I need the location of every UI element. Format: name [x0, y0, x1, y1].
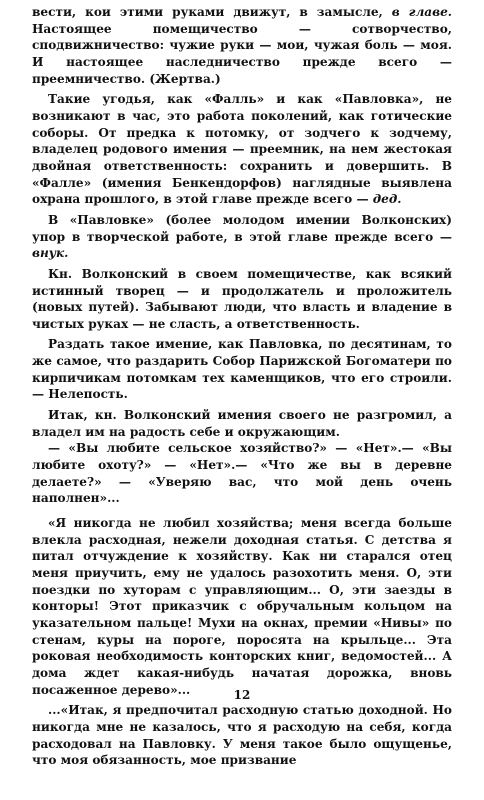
paragraph-5 [32, 336, 452, 403]
paragraph-8 [32, 515, 452, 698]
text-span: В «Павловке» (более молодом имении Волконских) упор в творческой работе, в этой главе прежде всего — [32, 212, 452, 244]
emphasis-text: внук. [32, 246, 69, 261]
text-span: вести, кои этими руками движут, в замысле, [32, 5, 392, 19]
text-span: ...«Итак, я предпочитал расходную статью доходной. Но никогда мне не казалось, что я расходую на себя, когда расходовал на Павловку. У меня такое было ощущенье, что моя обязанность, мое призвание [32, 703, 452, 768]
text-span: «Я никогда не любил хозяйства; меня всегда больше влекла расходная, нежели доходная статья. С детства я питал отчуждение к хозяйству. Как ни старался отец меня приучить, ему не удалось разохотить меня. О, эти поездки по хуторам с управляющим... О, эти заезды в конторы! Этот приказчик с обручальным кольцом на указательном пальце! Мухи на окнах, премии «Нивы» по стенам, куры на пороге, поросята на крыльце... Эта роковая необходимость конторских книг, ведомостей... А дома ждет какая-нибудь начатая дорожка, вновь посаженное дерево»... [32, 516, 452, 697]
paragraph-2 [32, 91, 452, 208]
emphasis-text: в главе. [391, 5, 452, 19]
paragraph-4 [32, 266, 452, 333]
text-span: Раздать такое имение, как Павловка, по десятинам, то же самое, что раздарить Собор Парижской Богоматери по кирпичикам потомкам тех каменщиков, что его строили.— Нелепость. [32, 337, 452, 402]
emphasis-text: дед. [372, 192, 402, 207]
text-span: Итак, кн. Волконский имения своего не разгромил, а владел им на радость себе и окружающим. [32, 408, 452, 439]
text-span: Кн. Волконский в своем помещичестве, как всякий истинный творец — и продолжатель и проложитель (новых путей). Забывают люди, что власть и владение в чистых руках — не сласть, а ответственность. [32, 266, 452, 331]
paragraph-1 [32, 4, 452, 87]
text-span: Такие угодья, как «Фалль» и как «Павловка», не возникают в час, это работа поколений, как готические соборы. От предка к потомку, от зодчего к зодчему, владелец родового имения — преемник, на нем жестокая двойная ответственность: сохранить и довершить. В «Фалле» (имения Бенкендорфов) наглядные выявлена охрана прошлого, в этой главе прежде всего — [32, 92, 452, 207]
text-span: Настоящее помещичество — сотворчество, сподвижничество: чужие руки — мои, чужая боль — моя. И настоящее наследничество прежде всего — преемничество. (Жертва.) [32, 21, 452, 86]
paragraph-9 [32, 702, 452, 769]
text-span: — «Вы любите сельское хозяйство?» — «Нет».— «Вы любите охоту?» — «Нет».— «Что же вы в деревне делаете?» — «Уверяю вас, что мой день очень наполнен»... [32, 441, 452, 506]
body-text [32, 4, 452, 769]
paragraph-7 [32, 440, 452, 507]
page-number: 12 [233, 688, 251, 702]
paragraph-3 [32, 212, 452, 262]
paragraph-6 [32, 407, 452, 440]
